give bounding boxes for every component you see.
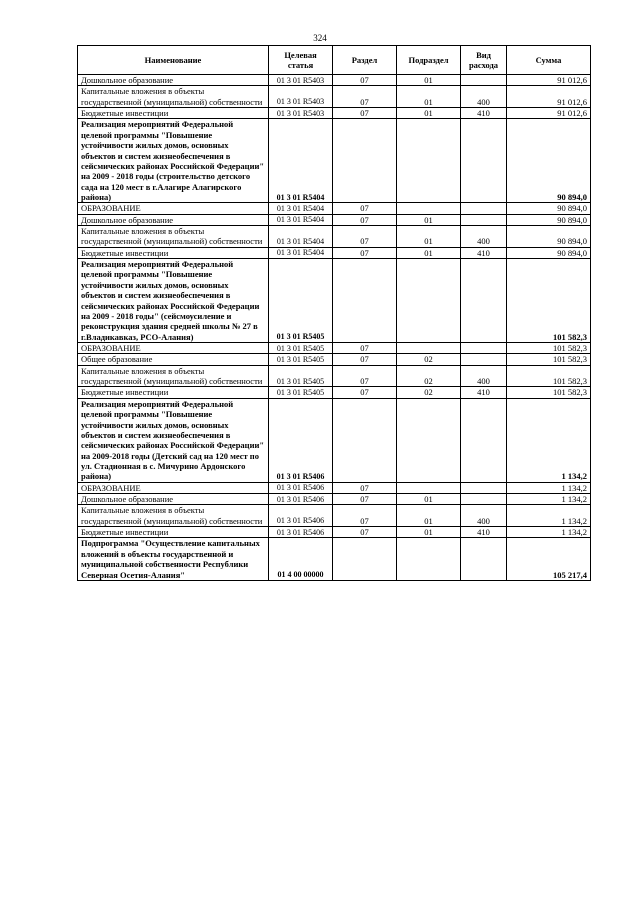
- cell-target-code: 01 3 01 R5404: [269, 214, 333, 225]
- cell-name: Реализация мероприятий Федеральной целевой программы "Повышение устойчивости жилых домов, основных объектов и систем жизнеобеспечения в сейсмических районах Российской Федерации на 2009 - 2018 годы" (сейсмоусиление и реконструкция здания средней школы № 27 в г.Владикавказ, РСО-Алания): [78, 259, 269, 343]
- cell-subsection: 01: [397, 505, 461, 527]
- cell-subsection: 01: [397, 214, 461, 225]
- cell-expense-type: [461, 119, 507, 203]
- cell-name: Дошкольное образование: [78, 494, 269, 505]
- cell-target-code: 01 3 01 R5405: [269, 354, 333, 365]
- header-amount: Сумма: [507, 46, 591, 75]
- cell-section: 07: [333, 75, 397, 86]
- cell-name: Капитальные вложения в объекты государственной (муниципальной) собственности: [78, 365, 269, 387]
- cell-expense-type: 400: [461, 365, 507, 387]
- table-row: [78, 482, 591, 493]
- cell-name: ОБРАЗОВАНИЕ: [78, 203, 269, 214]
- cell-target-code: 01 3 01 R5403: [269, 108, 333, 119]
- cell-subsection: [397, 398, 461, 482]
- cell-target-code: 01 3 01 R5406: [269, 482, 333, 493]
- cell-name: Реализация мероприятий Федеральной целевой программы "Повышение устойчивости жилых домов, основных объектов и систем жизнеобеспечения в сейсмических районах Российской Федерации" на 2009 - 2018 годы (строительство детского сада на 120 мест в г.Алагире Алагирского района): [78, 119, 269, 203]
- cell-section: [333, 538, 397, 580]
- cell-section: 07: [333, 365, 397, 387]
- cell-amount: 91 012,6: [507, 108, 591, 119]
- cell-name: ОБРАЗОВАНИЕ: [78, 482, 269, 493]
- cell-expense-type: [461, 398, 507, 482]
- header-target: Целевая статья: [269, 46, 333, 75]
- table-body: [78, 75, 591, 581]
- cell-target-code: 01 3 01 R5403: [269, 86, 333, 108]
- cell-amount: 90 894,0: [507, 214, 591, 225]
- cell-amount: 101 582,3: [507, 365, 591, 387]
- table-row: [78, 226, 591, 248]
- cell-amount: 90 894,0: [507, 226, 591, 248]
- cell-section: 07: [333, 226, 397, 248]
- cell-amount: 91 012,6: [507, 86, 591, 108]
- cell-target-code: 01 3 01 R5406: [269, 527, 333, 538]
- cell-section: 07: [333, 494, 397, 505]
- cell-target-code: 01 3 01 R5406: [269, 505, 333, 527]
- header-name: Наименование: [78, 46, 269, 75]
- cell-target-code: 01 3 01 R5406: [269, 398, 333, 482]
- cell-section: 07: [333, 387, 397, 398]
- cell-amount: 101 582,3: [507, 342, 591, 353]
- cell-amount: 101 582,3: [507, 387, 591, 398]
- cell-section: 07: [333, 86, 397, 108]
- cell-subsection: 01: [397, 108, 461, 119]
- header-subsection: Подраздел: [397, 46, 461, 75]
- cell-expense-type: [461, 494, 507, 505]
- cell-target-code: 01 3 01 R5405: [269, 387, 333, 398]
- cell-subsection: [397, 203, 461, 214]
- cell-target-code: 01 3 01 R5404: [269, 119, 333, 203]
- cell-section: 07: [333, 203, 397, 214]
- table-row: [78, 527, 591, 538]
- cell-amount: 101 582,3: [507, 354, 591, 365]
- cell-amount: 101 582,3: [507, 259, 591, 343]
- table-row: [78, 365, 591, 387]
- cell-subsection: 01: [397, 494, 461, 505]
- cell-expense-type: 400: [461, 226, 507, 248]
- cell-section: 07: [333, 505, 397, 527]
- table-row: [78, 494, 591, 505]
- table-row: [78, 354, 591, 365]
- table-header-row: [78, 46, 591, 75]
- cell-expense-type: [461, 259, 507, 343]
- cell-section: [333, 398, 397, 482]
- cell-name: Бюджетные инвестиции: [78, 387, 269, 398]
- table-row: [78, 119, 591, 203]
- cell-subsection: 01: [397, 226, 461, 248]
- header-section: Раздел: [333, 46, 397, 75]
- header-expense-type: Вид расхода: [461, 46, 507, 75]
- cell-target-code: 01 3 01 R5404: [269, 226, 333, 248]
- cell-amount: 1 134,2: [507, 482, 591, 493]
- cell-expense-type: [461, 538, 507, 580]
- cell-section: 07: [333, 527, 397, 538]
- cell-amount: 90 894,0: [507, 119, 591, 203]
- cell-section: 07: [333, 108, 397, 119]
- cell-amount: 1 134,2: [507, 527, 591, 538]
- cell-amount: 90 894,0: [507, 247, 591, 258]
- table-row: [78, 214, 591, 225]
- cell-target-code: 01 3 01 R5405: [269, 259, 333, 343]
- cell-subsection: 01: [397, 75, 461, 86]
- cell-amount: 90 894,0: [507, 203, 591, 214]
- cell-target-code: 01 3 01 R5404: [269, 203, 333, 214]
- cell-expense-type: 410: [461, 387, 507, 398]
- cell-subsection: 01: [397, 527, 461, 538]
- cell-subsection: [397, 482, 461, 493]
- cell-name: Общее образование: [78, 354, 269, 365]
- cell-subsection: [397, 342, 461, 353]
- cell-subsection: 02: [397, 354, 461, 365]
- table-row: [78, 203, 591, 214]
- cell-section: 07: [333, 482, 397, 493]
- cell-section: 07: [333, 247, 397, 258]
- cell-expense-type: [461, 75, 507, 86]
- cell-expense-type: [461, 214, 507, 225]
- cell-expense-type: [461, 342, 507, 353]
- table-row: [78, 505, 591, 527]
- cell-section: 07: [333, 354, 397, 365]
- cell-name: Капитальные вложения в объекты государственной (муниципальной) собственности: [78, 505, 269, 527]
- table-row: [78, 398, 591, 482]
- cell-expense-type: [461, 354, 507, 365]
- cell-section: 07: [333, 342, 397, 353]
- cell-expense-type: [461, 482, 507, 493]
- cell-name: Бюджетные инвестиции: [78, 108, 269, 119]
- cell-amount: 1 134,2: [507, 505, 591, 527]
- cell-name: Подпрограмма "Осуществление капитальных вложений в объекты государственной и муниципальной собственности Республики Северная Осетия-Алания": [78, 538, 269, 580]
- table-row: [78, 247, 591, 258]
- cell-expense-type: 410: [461, 247, 507, 258]
- cell-section: 07: [333, 214, 397, 225]
- cell-expense-type: 410: [461, 108, 507, 119]
- cell-amount: 1 134,2: [507, 494, 591, 505]
- cell-subsection: 02: [397, 365, 461, 387]
- cell-name: Капитальные вложения в объекты государственной (муниципальной) собственности: [78, 226, 269, 248]
- cell-target-code: 01 3 01 R5404: [269, 247, 333, 258]
- cell-amount: 91 012,6: [507, 75, 591, 86]
- cell-amount: 105 217,4: [507, 538, 591, 580]
- cell-subsection: 01: [397, 247, 461, 258]
- table-row: [78, 75, 591, 86]
- cell-subsection: 01: [397, 86, 461, 108]
- cell-subsection: [397, 259, 461, 343]
- cell-target-code: 01 3 01 R5403: [269, 75, 333, 86]
- cell-target-code: 01 3 01 R5405: [269, 342, 333, 353]
- cell-expense-type: 410: [461, 527, 507, 538]
- cell-expense-type: 400: [461, 505, 507, 527]
- cell-expense-type: 400: [461, 86, 507, 108]
- cell-name: Бюджетные инвестиции: [78, 527, 269, 538]
- cell-subsection: [397, 538, 461, 580]
- cell-name: Дошкольное образование: [78, 214, 269, 225]
- cell-name: Капитальные вложения в объекты государственной (муниципальной) собственности: [78, 86, 269, 108]
- cell-section: [333, 259, 397, 343]
- cell-name: Дошкольное образование: [78, 75, 269, 86]
- cell-subsection: [397, 119, 461, 203]
- table-row: [78, 342, 591, 353]
- cell-name: Бюджетные инвестиции: [78, 247, 269, 258]
- cell-amount: 1 134,2: [507, 398, 591, 482]
- cell-name: Реализация мероприятий Федеральной целевой программы "Повышение устойчивости жилых домов, основных объектов и систем жизнеобеспечения в сейсмических районах Российской Федерации" на 2009-2018 годы (Детский сад на 120 мест по ул. Стадионная в с. Мичурино Ардонского района): [78, 398, 269, 482]
- budget-table: [77, 45, 591, 581]
- cell-name: ОБРАЗОВАНИЕ: [78, 342, 269, 353]
- cell-target-code: 01 4 00 00000: [269, 538, 333, 580]
- page-number: 324: [313, 33, 327, 43]
- cell-subsection: 02: [397, 387, 461, 398]
- table-row: [78, 538, 591, 580]
- cell-section: [333, 119, 397, 203]
- cell-target-code: 01 3 01 R5406: [269, 494, 333, 505]
- table-row: [78, 259, 591, 343]
- cell-target-code: 01 3 01 R5405: [269, 365, 333, 387]
- cell-expense-type: [461, 203, 507, 214]
- table-row: [78, 387, 591, 398]
- table-row: [78, 108, 591, 119]
- table-row: [78, 86, 591, 108]
